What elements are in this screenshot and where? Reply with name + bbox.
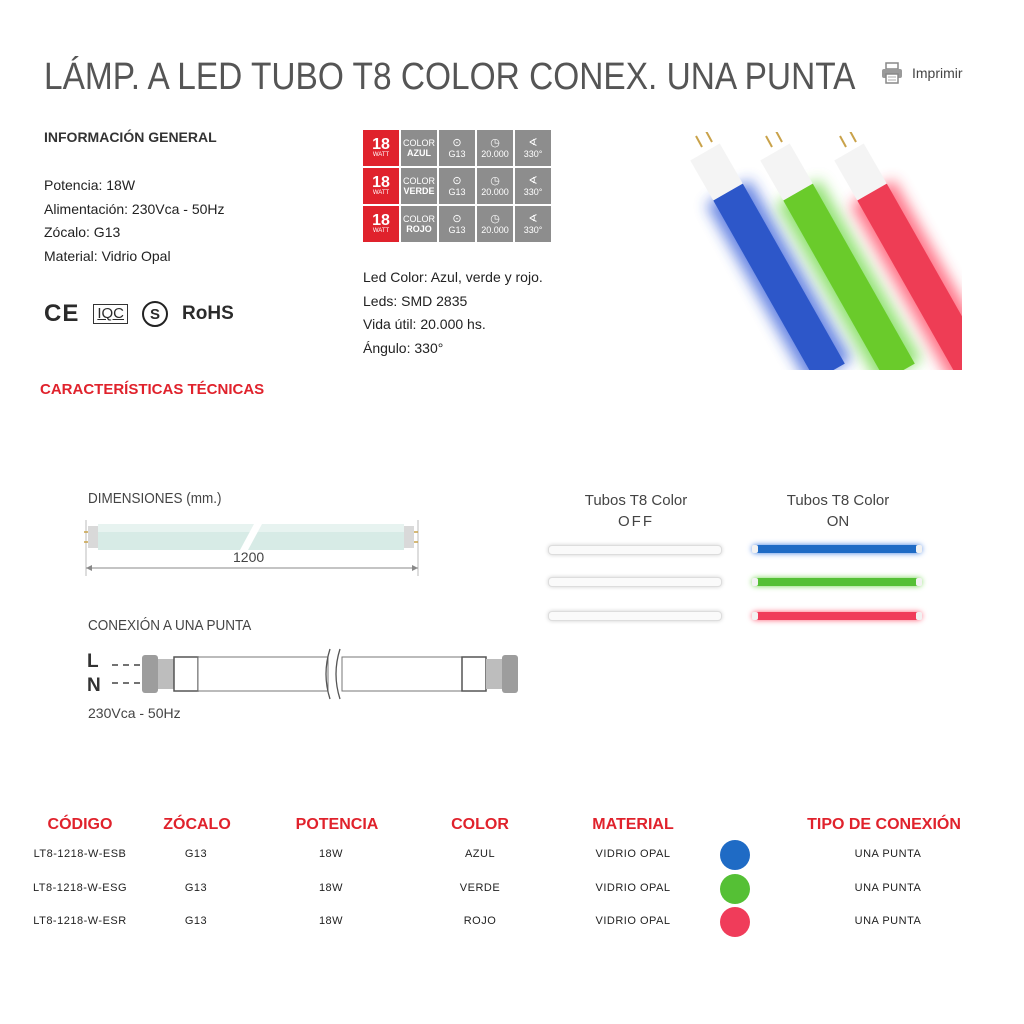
angle-badge: ∢ 330° <box>515 168 551 204</box>
lifetime-badge: ◷ 20.000 <box>477 206 513 242</box>
row-color: VERDE <box>459 882 501 894</box>
socket-badge: ⊙ G13 <box>439 206 475 242</box>
header-socket: ZÓCALO <box>163 816 231 833</box>
certification-logos <box>44 300 234 328</box>
angle-badge: ∢ 330° <box>515 206 551 242</box>
header-code: CÓDIGO <box>47 816 113 833</box>
clock-icon: ◷ <box>490 213 500 225</box>
iqc-logo: IQC <box>93 304 128 324</box>
row-code: LT8-1218-W-ESR <box>33 915 127 927</box>
color-badge: COLOR AZUL <box>401 130 437 166</box>
dimensions-title: DIMENSIONES (mm.) <box>88 490 222 507</box>
page-title: LÁMP. A LED TUBO T8 COLOR CONEX. UNA PUNTA <box>44 56 856 98</box>
led-lifetime: Vida útil: 20.000 hs. <box>363 316 486 332</box>
socket-icon: ⊙ <box>452 137 462 149</box>
lifetime-badge: ◷ 20.000 <box>477 168 513 204</box>
tube-on-red <box>752 612 922 620</box>
s-mark-logo: S <box>142 301 168 327</box>
angle-badge: ∢ 330° <box>515 130 551 166</box>
watt-badge: 18 WATT <box>363 206 399 242</box>
connection-title: CONEXIÓN A UNA PUNTA <box>88 617 252 634</box>
tubes-off-title: Tubos T8 Color OFF <box>584 492 688 530</box>
watt-badge: 18 WATT <box>363 130 399 166</box>
led-angle: Ángulo: 330° <box>363 339 444 356</box>
watt-badge: 18 WATT <box>363 168 399 204</box>
angle-icon: ∢ <box>528 175 538 187</box>
print-button[interactable] <box>880 62 963 84</box>
row-socket: G13 <box>184 882 208 894</box>
clock-icon: ◷ <box>490 137 500 149</box>
product-photo <box>680 132 962 370</box>
spec-material: Material: Vidrio Opal <box>44 247 171 264</box>
row-code: LT8-1218-W-ESB <box>33 848 127 860</box>
connection-voltage: 230Vca - 50Hz <box>88 705 181 721</box>
row-power: 18W <box>318 915 344 927</box>
ce-logo: CE <box>44 300 80 327</box>
row-connection: UNA PUNTA <box>854 882 922 894</box>
color-badge: COLOR VERDE <box>401 168 437 204</box>
color-badge: COLOR ROJO <box>401 206 437 242</box>
dimension-value: 1200 <box>233 549 265 565</box>
angle-icon: ∢ <box>528 137 538 149</box>
tube-on-blue <box>752 545 922 553</box>
socket-icon: ⊙ <box>452 213 462 225</box>
general-info-heading: INFORMACIÓN GENERAL <box>44 129 217 145</box>
row-power: 18W <box>318 882 344 894</box>
row-connection: UNA PUNTA <box>854 915 922 927</box>
lifetime-badge: ◷ 20.000 <box>477 130 513 166</box>
header-material: MATERIAL <box>592 816 674 833</box>
tube-off-1 <box>548 545 722 555</box>
clock-icon: ◷ <box>490 175 500 187</box>
spec-power: Potencia: 18W <box>44 177 136 193</box>
tube-off-2 <box>548 577 722 587</box>
header-connection: TIPO DE CONEXIÓN <box>807 816 961 833</box>
angle-icon: ∢ <box>528 213 538 225</box>
row-material: VIDRIO OPAL <box>595 882 671 894</box>
general-spec-list <box>44 174 225 268</box>
tubes-on-title: Tubos T8 Color ON <box>786 492 890 530</box>
label-neutral: N <box>87 675 101 696</box>
row-material: VIDRIO OPAL <box>595 915 671 927</box>
spec-socket: Zócalo: G13 <box>44 224 121 240</box>
row-power: 18W <box>318 848 344 860</box>
socket-badge: ⊙ G13 <box>439 130 475 166</box>
row-socket: G13 <box>184 848 208 860</box>
color-swatch-green <box>720 874 750 904</box>
color-swatch-red <box>720 907 750 937</box>
tube-on-green <box>752 578 922 586</box>
header-power: POTENCIA <box>295 816 379 833</box>
row-code: LT8-1218-W-ESG <box>32 882 127 894</box>
led-info-list <box>363 266 543 360</box>
led-type: Leds: SMD 2835 <box>363 292 468 309</box>
row-connection: UNA PUNTA <box>854 848 922 860</box>
row-socket: G13 <box>184 915 208 927</box>
tube-off-3 <box>548 611 722 621</box>
header-color: COLOR <box>451 816 509 833</box>
label-line: L <box>87 651 99 672</box>
spec-badge-grid <box>363 130 551 242</box>
technical-heading: CARACTERÍSTICAS TÉCNICAS <box>40 381 265 398</box>
color-swatch-blue <box>720 840 750 870</box>
rohs-logo: RoHS <box>182 303 234 324</box>
row-color: ROJO <box>463 915 497 927</box>
row-color: AZUL <box>464 848 496 860</box>
row-material: VIDRIO OPAL <box>595 848 671 860</box>
socket-icon: ⊙ <box>452 175 462 187</box>
spec-supply: Alimentación: 230Vca - 50Hz <box>44 200 225 217</box>
print-label: Imprimir <box>912 65 963 81</box>
socket-badge: ⊙ G13 <box>439 168 475 204</box>
printer-icon <box>880 62 904 84</box>
led-color: Led Color: Azul, verde y rojo. <box>363 269 543 285</box>
connection-diagram <box>108 645 528 710</box>
